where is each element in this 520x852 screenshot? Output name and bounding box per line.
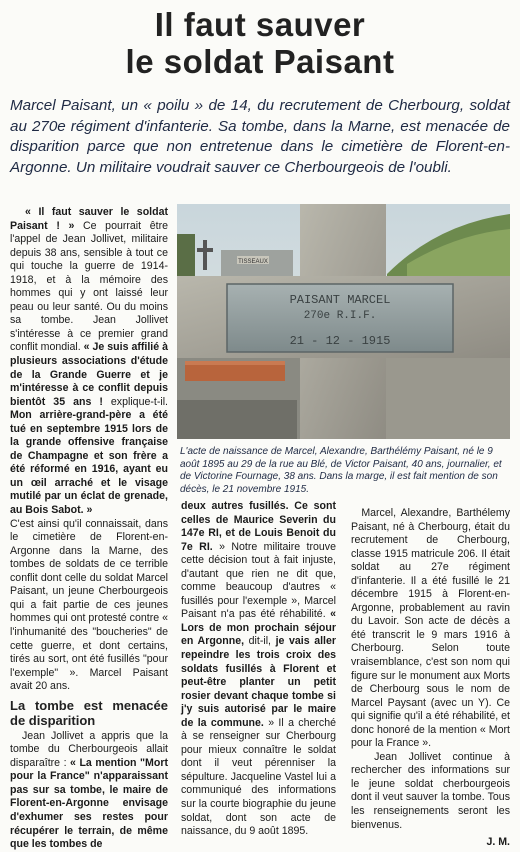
quote: « Lors de mon prochain séjour en Argonne, [181,608,336,648]
text-span: dit-il, [244,635,276,648]
author-signature: J. M. [486,836,510,849]
column-2 [181,500,336,839]
text-span: Ce pourrait être l'appel de Jean Jollivet, militaire depuis 38 ans, sensible à tout ce qui touche la guerre de 1914-1918, et à la mémoire des hommes qui y ont laissé leur peau ou leur santé. Ou du moins sa tombe. Jean Jollivet s'intéresse à ce premier grand conflit mondial. [10,219,168,354]
headline-line-1: Il faut sauver [154,6,366,43]
text-span: Marcel, Alexandre, Barthélemy Paisant, né à Cherbourg, était du recrutement de Cherbourg, classe 1915 matricule 206. Il était soldat au 27e régiment d'infanterie. Il a été fusillé le 21 décembre 1915 à Florent-en-Argonne, probablement au ravin du Lavoir. Son acte de décès a été transcrit le 9 mars 1916 à Cherbourg. Selon toute vraisemblance, c'est son nom qui figure sur le monument aux Morts de Cherbourg sous le nom de Marcel Paysant (avec un Y). Ce qui signifie qu'il a été réhabilité, et donc honoré de la mention « Mort pour la France ». [351,507,510,750]
column-3-paragraph-1 [351,507,510,751]
quote-intro: « Il faut sauver le soldat Paisant ! » [10,206,168,232]
quote: « La mention "Mort pour la France" n'apparaissant pas sur sa tombe, le maire de Florent-en-Argonne envisage d'exhumer ses restes pour récupérer le terrain, de même que les tombes de [10,756,168,851]
text-span: explique-t-il. [102,395,169,408]
subheading: La tombe est menacée de disparition [10,697,168,728]
text-span: Jean Jollivet continue à rechercher des informations sur le jeune soldat cherbourgeois dont il veut sauver la tombe. Tous les renseignements seront les bienvenus. [351,750,510,831]
quote: « Je suis affilié à plusieurs associations d'étude de la Grande Guerre et je m'intéresse à ce conflit depuis bientôt 35 ans ! [10,341,168,408]
plaque-name: PAISANT MARCEL [289,293,391,307]
text-span: » Notre militaire trouve cette décision tout à fait injuste, d'autant que rien ne dit que, comme beaucoup d'autres « fusillés pour l'exemple », Marcel Paisant n'a pas été réhabilité. [181,540,337,621]
column-3-paragraph-2 [351,751,510,832]
column-1-paragraph-1 [10,206,168,518]
column-1-paragraph-3 [10,730,168,852]
text-span: Jean Jollivet a appris que la tombe du Cherbourgeois allait disparaître : [10,729,168,769]
photo-caption: L'acte de naissance de Marcel, Alexandre, Barthélémy Paisant, né le 9 août 1895 au 29 de la rue au Blé, de Victor Paisant, 40 ans, journalier, et de Victorine Fournage, 38 ans. Dans la marge, il est fait mention de son décès, le 21 novembre 1915. [180,446,502,495]
column-2-paragraph-1 [181,500,336,839]
headline-line-2: le soldat Paisant [125,43,395,80]
grave-photo-illustration [177,204,510,439]
background-tomb-plate: TISSEAUX [238,259,268,265]
lead-paragraph: Marcel Paisant, un « poilu » de 14, du recrutement de Cherbourg, soldat au 270e régiment d'infanterie. Sa tombe, dans la Marne, est menacée de disparition parce que non entretenue dans le cimetière de Florent-en-Argonne. Un militaire voudrait sauver ce Cherbourgeois de l'oubli. [10,97,510,176]
quote: je vais aller repeindre les trois croix des soldats fusillés à Florent et peut-être planter un petit rosier devant chaque tombe si j'y suis autorisé par le maire de la commune. [181,635,336,729]
quote: deux autres fusillés. Ce sont celles de Maurice Severin du 147e RI, et de Louis Benoit du 7e RI. [181,500,336,553]
plaque-unit: 270e R.I.F. [303,310,377,322]
column-3 [351,507,510,850]
column-1-paragraph-2: C'est ainsi qu'il connaissait, dans le cimetière de Florent-en-Argonne dans la Marne, des tombes de soldats de ce terrible conflit dont celle du soldat Marcel Paisant, un jeune Cherbourgeois qui a fait partie de ces jeunes hommes qui ont protesté contre « l'inhumanité des "boucheries" de cette guerre, et dont certains, tirés au sort, ont été fusillés "pour l'exemple" ». Marcel Paisant avait 20 ans. [10,517,168,693]
column-1 [10,206,168,852]
quote: Mon arrière-grand-père a été tué en septembre 1915 lors de la grande offensive française de Champagne et son frère a été réformé en 1916, ayant eu un œil arraché et le visage mutilé par un éclat de grenade, au Bois Sabot. » [10,409,168,517]
plaque-date: 21 - 12 - 1915 [289,334,391,348]
grave-photo [177,204,510,439]
text-span: » Il a cherché à se renseigner sur Cherbourg pour mieux connaître le soldat dont il veut pérenniser la sépulture. Jacqueline Vastel lui a communiqué des informations sur la courte biographie du jeune soldat, dont son acte de naissance, du 9 août 1895. [181,716,336,838]
